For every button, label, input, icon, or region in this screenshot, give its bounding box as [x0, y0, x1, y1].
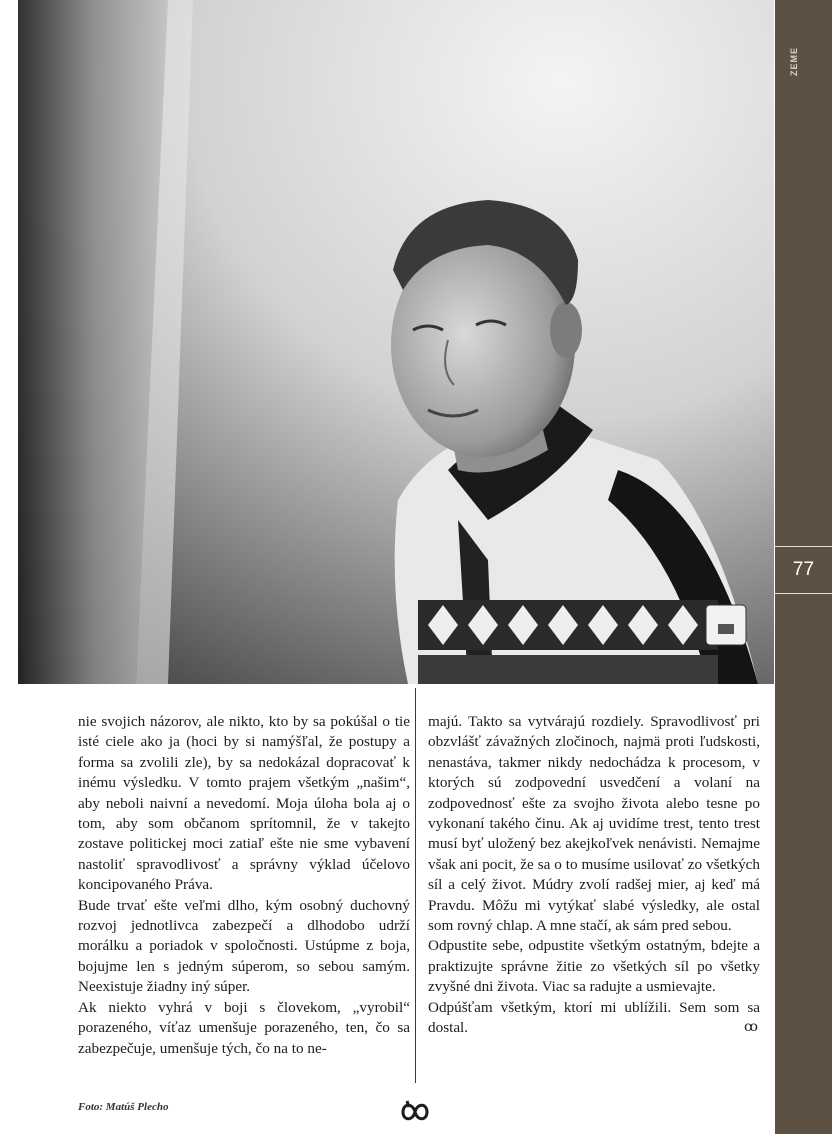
paragraph: [428, 998, 760, 1039]
paragraph: Odpustite sebe, odpustite všetkým ostatným, bdejte a praktizujte správne žitie zo všetkých síl po všetky zvyšné dni života. Viac sa radujte a usmievajte.: [428, 937, 760, 996]
end-mark-icon: ꝏ: [744, 1020, 758, 1036]
section-tag: ZEME: [789, 46, 799, 76]
paragraph: Ak niekto vyhrá v boji s človekom, „vyrobil“ porazeného, víťaz umenšuje porazeného, ten, čo sa zabezpečuje, umenšuje tých, čo na to ne-: [78, 998, 410, 1057]
portrait-illustration: [18, 0, 774, 684]
page-number: 77: [775, 546, 832, 594]
paragraph: Bude trvať ešte veľmi dlho, kým osobný duchovný rozvoj jednotlivca zabezpečí a dlhodobo udrží morálku a poriadok v spoločnosti. Ustúpme z boja, bojujme len s jedným súperom, so sebou samým. Neexistuje žiadny iný súper.: [78, 896, 410, 996]
column-divider: [415, 688, 416, 1083]
portrait-photo: [18, 0, 774, 684]
paragraph: nie svojich názorov, ale nikto, kto by sa pokúšal o tie isté ciele ako ja (hoci by si namýšľal, že postupy a forma sa zvolili zle), by sa nedokázal dopracovať k inému výsledku. V tomto prajem všetkým „našim“, aby neboli naivní a nevedomí. Moja úloha bola aj o tom, aby som občanom sprítomnil, že v takejto zostave politickej moci zatiaľ ešte nie sme vybavení nastoliť spravodlivosť a správny výklad účelovo koncipovaného Práva.: [78, 713, 410, 894]
magazine-logo-icon: [397, 1097, 433, 1127]
paragraph-text: Odpúšťam všetkým, ktorí mi ublížili. Sem som sa dostal.: [428, 998, 760, 1037]
photo-credit: Foto: Matúš Plecho: [78, 1101, 169, 1113]
text-column-left: [78, 712, 410, 1059]
text-column-right: [428, 712, 760, 1039]
paragraph: majú. Takto sa vytvárajú rozdiely. Spravodlivosť pri obzvlášť závažných zločinoch, najmä proti ľudskosti, nenastáva, takmer nikdy nedochádza k procesom, v ktorých sú zodpovední usvedčení a volaní na zodpovednosť ešte za svojho života alebo tesne po vykonaní takého činu. Ak aj uvidíme trest, tento trest musí byť uložený bez akejkoľvek nenávisti. Nemajme však ani pocit, že sa o to musíme usilovať zo všetkých síl a celý život. Múdry zvolí radšej mier, aj keď má Pravdu. Môžu mi vytýkať slabé výsledky, ale ostal som rovný chlap. A mne stačí, ak sám pred sebou.: [428, 713, 760, 935]
